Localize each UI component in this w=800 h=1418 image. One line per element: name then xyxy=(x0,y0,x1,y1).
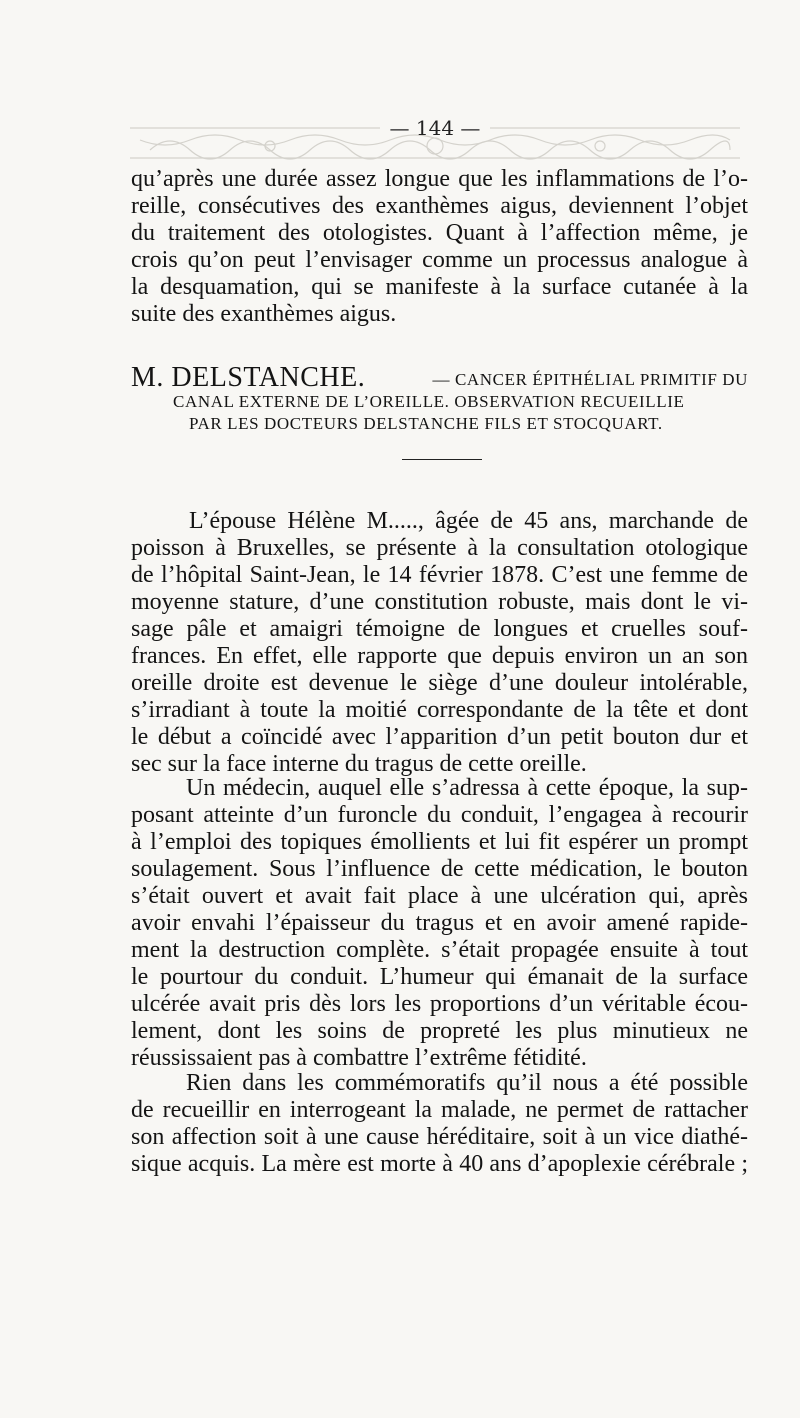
text-line: du traitement des otologistes. Quant à l’affection même, je xyxy=(131,220,748,246)
paragraph-3 xyxy=(131,775,748,1072)
text-line: à l’emploi des topiques émollients et lui fit espérer un prompt xyxy=(131,829,748,855)
text-line: le pourtour du conduit. L’humeur qui émanait de la surface xyxy=(131,964,748,990)
text-line: sage pâle et amaigri témoigne de longues et cruelles souf- xyxy=(131,616,748,642)
text-line: son affection soit à une cause héréditaire, soit à un vice diathé- xyxy=(131,1124,748,1150)
text-line: frances. En effet, elle rapporte que depuis environ un an son xyxy=(131,643,748,669)
paragraph-1 xyxy=(131,166,748,328)
text-line: s’était ouvert et avait fait place à une ulcération qui, après xyxy=(131,883,748,909)
paragraph-2 xyxy=(131,508,748,778)
text-line: Un médecin, auquel elle s’adressa à cette époque, la sup- xyxy=(186,775,748,801)
text-line: ment la destruction complète. s’était propagée ensuite à tout xyxy=(131,937,748,963)
heading-title-line: PAR LES DOCTEURS DELSTANCHE FILS ET STOCQUART. xyxy=(189,414,663,433)
page-number: — 144 — xyxy=(389,116,481,140)
text-line: Rien dans les commémoratifs qu’il nous a été possible xyxy=(186,1070,748,1096)
text-line: avoir envahi l’épaisseur du tragus et en avoir amené rapide- xyxy=(131,910,748,936)
text-line: moyenne stature, d’une constitution robuste, mais dont le vi- xyxy=(131,589,748,615)
text-line: la desquamation, qui se manifeste à la surface cutanée à la xyxy=(131,274,748,300)
text-line: le début a coïncidé avec l’apparition d’un petit bouton dur et xyxy=(131,724,748,750)
text-line: sec sur la face interne du tragus de cette oreille. xyxy=(131,751,587,777)
text-line: posant atteinte d’un furoncle du conduit, l’engagea à recourir xyxy=(131,802,748,828)
heading-title-line: — CANCER ÉPITHÉLIAL PRIMITIF DU xyxy=(432,370,748,389)
text-line: réussissaient pas à combattre l’extrême fétidité. xyxy=(131,1045,587,1071)
text-line: oreille droite est devenue le siège d’une douleur intolérable, xyxy=(131,670,748,696)
text-line: poisson à Bruxelles, se présente à la consultation otologique xyxy=(131,535,748,561)
text-line: soulagement. Sous l’influence de cette médication, le bouton xyxy=(131,856,748,882)
text-line: sique acquis. La mère est morte à 40 ans d’apoplexie cérébrale ; xyxy=(131,1151,748,1177)
page-header xyxy=(130,112,740,162)
heading-title-line: CANAL EXTERNE DE L’OREILLE. OBSERVATION RECUEILLIE xyxy=(173,392,685,411)
speaker-name: M. DELSTANCHE. xyxy=(131,362,366,393)
text-line: s’irradiant à toute la moitié correspondante de la tête et dont xyxy=(131,697,748,723)
text-line: suite des exanthèmes aigus. xyxy=(131,301,397,327)
text-line: qu’après une durée assez longue que les inflammations de l’o- xyxy=(131,166,748,192)
text-line: L’épouse Hélène M....., âgée de 45 ans, marchande de xyxy=(189,508,748,534)
text-line: de l’hôpital Saint-Jean, le 14 février 1878. C’est une femme de xyxy=(131,562,748,588)
section-divider xyxy=(402,459,482,460)
text-line: de recueillir en interrogeant la malade, ne permet de rattacher xyxy=(131,1097,748,1123)
paragraph-4 xyxy=(131,1070,748,1178)
text-line: ulcérée avait pris dès lors les proportions d’un véritable écou- xyxy=(131,991,748,1017)
text-line: lement, dont les soins de propreté les plus minutieux ne xyxy=(131,1018,748,1044)
text-line: crois qu’on peut l’envisager comme un processus analogue à xyxy=(131,247,748,273)
text-line: reille, consécutives des exanthèmes aigus, deviennent l’objet xyxy=(131,193,748,219)
